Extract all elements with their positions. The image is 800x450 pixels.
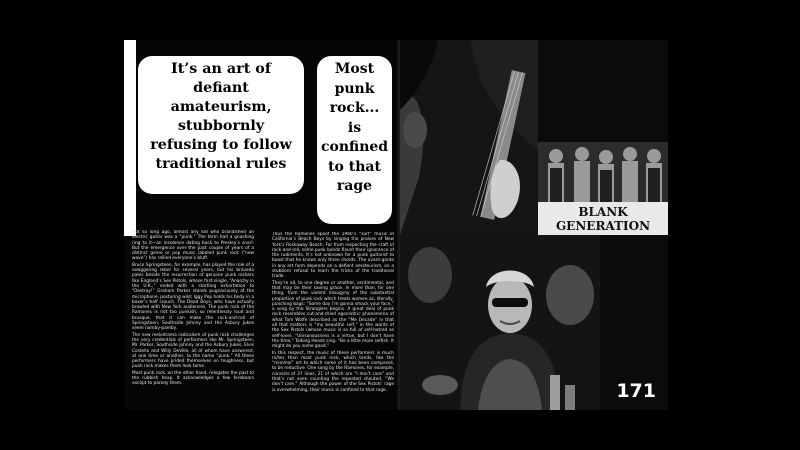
photo-title-block bbox=[538, 202, 668, 235]
left-page bbox=[124, 40, 400, 410]
pull-quote-2: Most punk rock... is confined to that rage bbox=[321, 61, 389, 194]
body-paragraph: Most punk rock, on the other hand, relegates the past to the rubbish heap. It acknowledges a few forebears except to parody them. bbox=[132, 370, 254, 387]
body-paragraph: They’re all, to one degree or another, sentimental, and that may be their saving grace. In more than, for one thing, from the violent misogyny of the substantial proportion of punk rock which treats women as, literally, punching bags: “Some day I’m gonna smack your face,” a song by the Stranglers begins. A great deal of punk rock resembles cut-and-dried egocentric phenomena of what Tom Wolfe described as the “Me Decade” in that all that matters is “my beautiful self,” in the words of the Sex Pistols (whose music is so full of self-hatred as self-love). “Unisonousness is a virtue, but I don’t have the time,” Talking Heads sing. “Be a little more selfish. It might do you some good.” bbox=[272, 280, 394, 350]
body-paragraph: The new melodrama radicalism of punk rock challenges the very credentials of performers like Mr. Springsteen, Mr. Parker, Southside Johnny and the Asbury Jukes, Elvis Costello and Willy DeVille, all of whom have answered, at one time or another, to the name “punk.” All these performers have prided themselves on toughness, but punk rock makes them look tame. bbox=[132, 332, 254, 370]
body-column-2 bbox=[272, 232, 394, 402]
guitarist-photo bbox=[400, 40, 538, 235]
right-page bbox=[400, 40, 668, 410]
pull-quote-1: It’s an art of defiant amateurism, stubbornly refusing to follow traditional rules bbox=[150, 61, 292, 172]
band-photo bbox=[538, 142, 668, 202]
body-paragraph: In this respect, the music of these performers is much richer than most punk rock, which tends, like the “minimal” art to which some of it has been compared, to be reductive. One song by the Ramones, for example, consists of 37 lines, 21 of which are “I don’t care” and that’s not even counting the repeated shouted, “We don’t care.” Although the power of the Sex Pistols’ rage is overwhelming, their music is confined to that rage. bbox=[272, 350, 394, 393]
photo-title-line-2: GENERATION bbox=[555, 219, 651, 233]
body-paragraph: Thus the Ramones spoof the 1960’s “surf” music of California’s Beach Boys by singing the praises of New York’s Rockaway Beach. Far from respecting the craft of rock-and-roll, some punk bands flaunt their ignorance of the rudiments. It’s not unknown for a punk guitarist to boast that he knows only three chords. The avant-garde in any art form depends on a defiant amateurism, on a stubborn refusal to learn the tricks of the traditional trade. bbox=[272, 232, 394, 280]
pull-quote-box-2 bbox=[317, 56, 392, 224]
pull-quote-box-1 bbox=[138, 56, 304, 194]
body-paragraph: Not so long ago, almost any kid who brandished an electric guitar was a “punk.” The term had a gnashing ring to it—an insolence dating back to Presley’s snarl. But the emergence over the past couple of years of a distinct genre or pop music labeled punk rock (“new wave”) has rallied everyone’s bluff. bbox=[132, 230, 254, 262]
sunglasses-man-photo bbox=[400, 235, 600, 410]
body-column-1 bbox=[132, 230, 254, 400]
page-edge-strip bbox=[124, 40, 136, 236]
body-paragraph: Bruce Springsteen, for example, has played the role of a swaggering rebel for several years, but his bravado pales beside the insurrection of genuine punk rockers like England’s Sex Pistols, whose first single, “Anarchy in the U.K.,” ended with a startling exhortation to “Destroy!” Graham Parker stands pugnaciously at the microphone, posturing wild; Iggy Pop holds his body in a boxer’s half crouch. The Dead Boys, who have actually brawled with New York audiences. The punk rock of the Ramones is not too punkish, so relentlessly loud and brusque, that it can make the rock-and-roll of Springsteen, Southside Johnny and the Asbury Jukes seem namby-pamby. bbox=[132, 262, 254, 332]
photo-title-line-1: BLANK bbox=[578, 205, 628, 219]
page-number: 171 bbox=[616, 380, 656, 402]
